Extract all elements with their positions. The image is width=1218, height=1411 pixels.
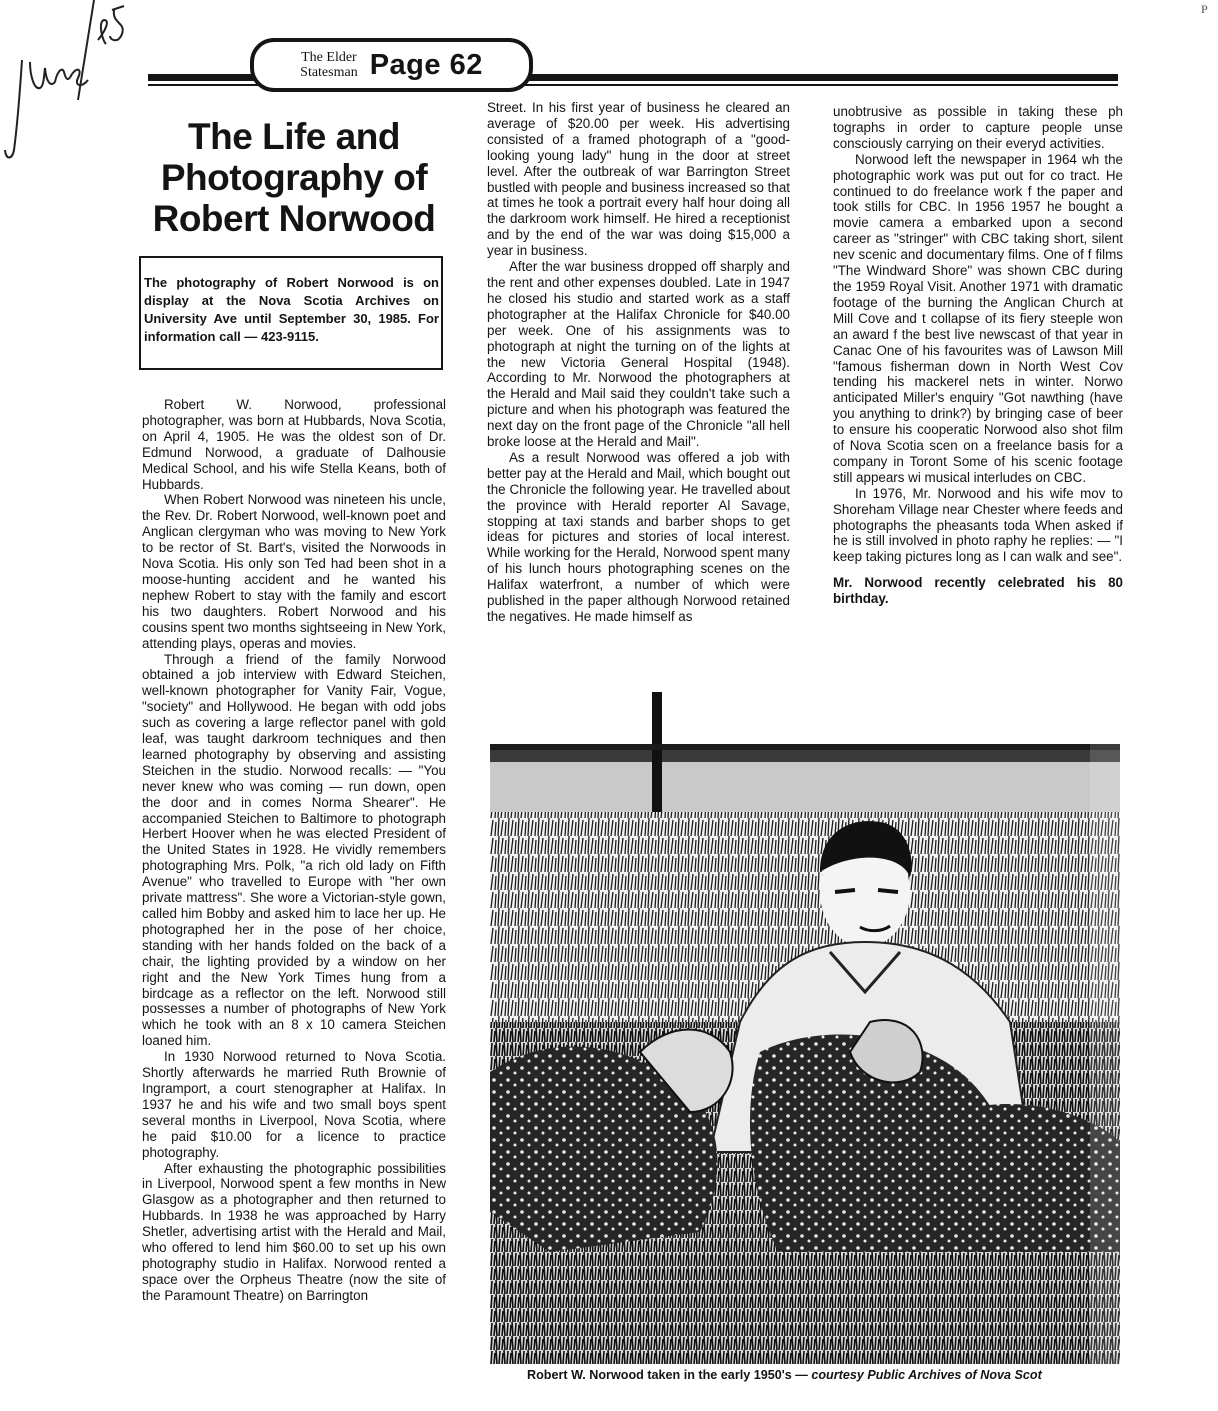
page-tab [250, 38, 533, 92]
paragraph: Robert W. Norwood, professional photographer, was born at Hubbards, Nova Scotia, on April 4, 1905. He was the oldest son of Dr. Edmund Norwood, a graduate of Dalhousie Medical School, and his wife Stella Keans, both of Hubbards. [142, 397, 446, 492]
birthday-note: Mr. Norwood recently celebrated his 80 birthday. [833, 575, 1123, 607]
article-column-1 [142, 397, 446, 1304]
headline-line1: The Life and [188, 116, 400, 157]
article-headline [134, 116, 454, 239]
paragraph: In 1976, Mr. Norwood and his wife mov to Shoreham Village near Chester where feeds and photographs the pheasants toda When asked if he is still involved in photo raphy he replies: — "I keep taking pictures long as I can walk and see". [833, 485, 1123, 565]
paper-name-line2: Statesman [300, 65, 358, 80]
paragraph: As a result Norwood was offered a job with better pay at the Herald and Mail, which bought out the Chronicle the following year. He travelled about the province with Herald reporter Al Savage, stopping at taxi stands and barber shops to get ideas for pictures and stories of local interest. While working for the Herald, Norwood spent many of his lunch hours photographing scenes on the Halifax waterfront, a number of which were published in the paper although Norwood retained the negatives. He made himself as [487, 449, 790, 624]
paper-name-line1: The Elder [301, 50, 357, 65]
photo-credit: courtesy Public Archives of Nova Scot [811, 1368, 1042, 1382]
corner-mark: P [1201, 2, 1208, 16]
paragraph: After the war business dropped off sharply and the rent and other expenses doubled. Late in 1947 he closed his studio and started work as a staff photographer at the Halifax Chronicle for $40.00 per week. One of his assignments was to photograph at night the turning on of the lights at the new Victoria General Hospital (1948). According to Mr. Norwood the photographers at the Herald and Mail said they couldn't take such a picture and when his photograph was featured the next day on the front page of the Chronicle "all hell broke loose at the Herald and Mail". [487, 259, 790, 450]
article-column-2 [487, 100, 790, 625]
paragraph: unobtrusive as possible in taking these ph tographs in order to capture people unse consciously carrying on their everyd activities. [833, 104, 1123, 151]
paper-name [300, 50, 358, 80]
article-photo [490, 692, 1120, 1364]
paragraph: When Robert Norwood was nineteen his uncle, the Rev. Dr. Robert Norwood, well-known poet and Anglican clergyman who was moving to New York to be rector of St. Bart's, visited the Norwoods in Nova Scotia. His only son Ted had been shot in a moose-hunting accident and he wanted his nephew Robert to stay with the family and escort his two daughters. Robert Norwood and his cousins spent two months sightseeing in New York, attending plays, operas and movies. [142, 492, 446, 651]
paragraph: After exhausting the photographic possibilities in Liverpool, Norwood spent a few months in New Glasgow as a photographer and then returned to Hubbards. In 1938 he was approached by Harry Shetler, advertising artist with the Herald and Mail, who offered to lend him $60.00 to set up his own photography studio in Halifax. Norwood rented a space over the Orpheus Theatre (now the site of the Paramount Theatre) on Barrington [142, 1160, 446, 1303]
paragraph: Through a friend of the family Norwood obtained a job interview with Edward Steichen, well-known photographer for Vanity Fair, Vogue, "society" and Hollywood. He began with odd jobs such as covering a large reflector panel with gold leaf, was taught darkroom techniques and then learned photography by observing and assisting Steichen in the studio. Norwood recalls: — "You never knew who was coming — run down, open the door and in comes Norma Shearer". He accompanied Steichen to Baltimore to photograph Herbert Hoover when he was elected President of the United States in 1928. He vividly remembers photographing Mrs. Polk, "a rich old lady on Fifth Avenue" who travelled to Europe with "her own private mattress". She wore a Victorian-style gown, called him Bobby and asked him to lace her up. He photographed her in the pose of her choice, standing with her hands folded on the back of a chair, the lighting provided by a window on her right and the New York Times hung from a birdcage as a reflector on the left. Norwood still possesses a number of photographs of New York which he took with an 8 x 10 camera Steichen loaned him. [142, 651, 446, 1049]
article-column-3 [833, 104, 1123, 607]
paragraph: Norwood left the newspaper in 1964 wh the photographic work was put out for co tract. He continued to do freelance work f the paper and took stills for CBC. In 1956 1957 he bought a movie camera a embarked upon a second career as "stringer" with CBC taking short, silent nev scenic and documentary films. One of f films "The Windward Shore" was shown CBC during the 1959 Royal Visit. Another 1971 with dramatic footage of the burning the Anglican Church at Mill Cove and t collapse of its fiery steeple won an award f the best live newscast of that year in Canac One of his favourites was of Lawson Mill "famous fisherman down in North West Cov tending his mackerel nets in winter. Norwo anticipated Miller's enquiry "Got nawthing (have you anything to drink?) by bringing case of beer to ensure his cooperatic Norwood also shot film of Nova Scotia scen on a freelance basis for a company in Toront Some of his scenic footage still appears wi musical interludes on CBC. [833, 151, 1123, 485]
photo-caption [527, 1368, 1122, 1382]
paragraph: Street. In his first year of business he cleared an average of $20.00 per week. His advertising consisted of a framed photograph of a "good-looking young lady" hung in the door at street level. After the outbreak of war Barrington Street bustled with people and business increased so that at times he took a portrait every half hour doing all the darkroom work himself. He hired a receptionist and by the end of the war was doing $15,000 a year in business. [487, 100, 790, 259]
handwritten-date-note [0, 0, 140, 180]
exhibit-info-text: The photography of Robert Norwood is on display at the Nova Scotia Archives on University Ave until September 30, 1985. For information call — 423-9115. [144, 275, 439, 344]
exhibit-info-box [139, 256, 443, 370]
headline-line3: Robert Norwood [152, 198, 436, 239]
photo-caption-text: Robert W. Norwood taken in the early 1950's — [527, 1368, 812, 1382]
headline-line2: Photography of [160, 157, 428, 198]
page-number: Page 62 [369, 48, 483, 81]
paragraph: In 1930 Norwood returned to Nova Scotia. Shortly afterwards he married Ruth Brownie of Ingramport, a court stenographer at Halifax. In 1937 he and his wife and two small boys spent several months in Liverpool, Nova Scotia, where he paid $10.00 for a licence to practice photography. [142, 1049, 446, 1160]
